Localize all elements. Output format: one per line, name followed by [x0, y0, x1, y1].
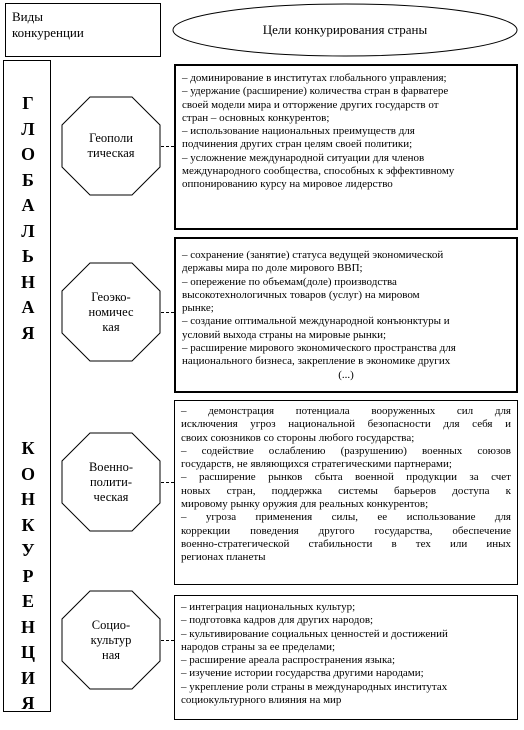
goal-line: исключения угроз национальной безопасности для себя и	[181, 418, 511, 431]
goal-line: – угроза применения силы, ее использование для	[181, 511, 511, 524]
vertical-letter: О	[20, 463, 35, 484]
goal-line: – изучение истории государства другими народами;	[181, 667, 424, 680]
global-competition-vertical-box	[3, 60, 51, 712]
types-header-line: конкуренции	[12, 25, 84, 40]
goal-line: высокотехнологичных товаров (услуг) на мировом	[182, 288, 420, 301]
vertical-letter: И	[20, 667, 35, 688]
goal-line: – интеграция национальных культур;	[181, 601, 356, 613]
vertical-letter: Р	[22, 565, 34, 586]
goal-line: – создание оптимальной международной конъюнктуры и	[182, 315, 450, 328]
types-of-competition-header	[5, 3, 161, 57]
vertical-word-global	[4, 91, 52, 346]
goal-line: стран – основных конкурентов;	[182, 111, 330, 124]
goals-header-title: Цели конкурирования страны	[262, 22, 428, 37]
goal-line: национального бизнеса, закрепление в экономике других	[182, 355, 451, 368]
goals-military-political-box	[174, 400, 518, 585]
goals-geopolitical-box	[174, 64, 518, 230]
type-geopolitical-label	[61, 96, 161, 196]
goal-line: мировому рынку оружия для реальных конкурентов;	[181, 498, 429, 511]
vertical-letter: К	[21, 438, 35, 458]
goal-line: своих союзников со стороны любого государства;	[181, 431, 415, 444]
goal-line: регионах планеты	[181, 551, 266, 564]
vertical-letter: К	[21, 514, 35, 535]
goal-line: – опережение по объемам(доле) производства	[182, 275, 397, 288]
goal-line: – подготовка кадров для других народов;	[181, 614, 374, 627]
vertical-letter: А	[21, 195, 35, 215]
vertical-letter: Л	[21, 118, 35, 139]
vertical-letter: Н	[20, 489, 35, 509]
connector-line	[161, 312, 174, 313]
goal-line: – расширение рынков сбыта военной продукции за счет	[181, 471, 511, 484]
goal-line: – удержание (расширение) количества стран в фарватере	[182, 85, 449, 98]
type-name-line: тическая	[87, 146, 135, 160]
connector-line	[161, 640, 174, 641]
goal-line: – расширение мирового экономического пространства для	[182, 342, 456, 355]
goal-line: рынке;	[182, 302, 214, 315]
type-military-political-label	[61, 432, 161, 532]
goal-line: державы мира по доле мирового ВВП;	[182, 262, 363, 275]
type-name-line: номичес	[88, 304, 134, 319]
goal-line: – содействие ослаблению (разрушению) военных союзов	[181, 444, 511, 457]
type-name-line: Социо-	[91, 617, 131, 632]
goal-line: – расширение ареала распространения языка;	[181, 654, 396, 667]
goals-geoeconomic-box	[174, 237, 518, 393]
goal-line: оппонированию курсу на мировое лидерство	[182, 178, 393, 191]
goal-line: условий выхода страны на мировые рынки;	[182, 328, 387, 341]
vertical-letter: Я	[21, 693, 35, 713]
type-military-political-octagon	[61, 432, 161, 532]
goal-line: – демонстрация потенциала вооруженных сил для	[181, 405, 511, 417]
vertical-letter: Ц	[20, 642, 35, 662]
vertical-letter: Б	[22, 169, 34, 190]
goal-line: своей модели мира и отторжение других государств от	[182, 98, 439, 111]
type-name-line: полити-	[89, 474, 133, 489]
type-name-line: культур	[90, 632, 132, 647]
goal-line: коррекции поведения другого государства, обеспечение	[181, 524, 511, 537]
vertical-letter: Е	[21, 591, 34, 611]
vertical-letter: Г	[22, 93, 34, 113]
goal-line: государств, не являющихся стратегическими партнерами;	[181, 458, 452, 471]
vertical-letter: Н	[20, 271, 35, 292]
goal-line: социокультурного влияния на мир	[181, 694, 342, 707]
type-name-line: ческая	[93, 489, 129, 504]
goal-line: – использование национальных преимуществ для	[182, 125, 415, 138]
connector-line	[161, 482, 174, 483]
connector-line	[161, 146, 174, 147]
type-name-line: кая	[102, 319, 120, 334]
type-geopolitical-octagon	[61, 96, 161, 196]
goal-line: – укрепление роли страны в международных институтах	[181, 680, 448, 693]
goal-line: (...)	[338, 368, 354, 381]
goal-line: международного сообщества, способных к эффективному	[182, 165, 455, 178]
type-sociocultural-octagon	[61, 590, 161, 690]
goals-header-ellipse	[172, 2, 518, 58]
type-name-line: Военно-	[88, 459, 134, 474]
goal-line: подчинения других стран целям своей политики;	[182, 138, 413, 151]
vertical-letter: У	[21, 540, 35, 560]
goal-line: народов страны за ее пределами;	[181, 640, 336, 653]
vertical-letter: О	[20, 144, 35, 164]
goal-line: – доминирование в институтах глобального управления;	[182, 72, 447, 84]
goal-line: – сохранение (занятие) статуса ведущей экономической	[182, 249, 444, 261]
type-name-line: Геополи	[89, 131, 133, 145]
goal-line: – усложнение международной ситуации для членов	[182, 151, 425, 164]
type-geoeconomic-label	[61, 262, 161, 362]
type-sociocultural-label	[61, 590, 161, 690]
type-geoeconomic-octagon	[61, 262, 161, 362]
types-header-line: Виды	[12, 9, 43, 24]
goals-sociocultural-box	[174, 595, 518, 720]
type-name-line: Геоэко-	[91, 289, 131, 304]
vertical-letter: Я	[21, 322, 35, 343]
vertical-letter: Н	[20, 616, 35, 637]
goal-line: новых стран, поддержка системы барьеров доступа к	[181, 484, 511, 497]
goal-line: военно-стратегической стабильности в тех или иных	[181, 537, 511, 550]
vertical-word-competition	[4, 436, 52, 717]
vertical-letter: Ь	[22, 246, 34, 266]
vertical-letter: А	[21, 297, 35, 317]
type-name-line: ная	[102, 647, 120, 662]
vertical-letter: Л	[21, 220, 35, 241]
goal-line: – культивирование социальных ценностей и достижений	[181, 627, 448, 640]
